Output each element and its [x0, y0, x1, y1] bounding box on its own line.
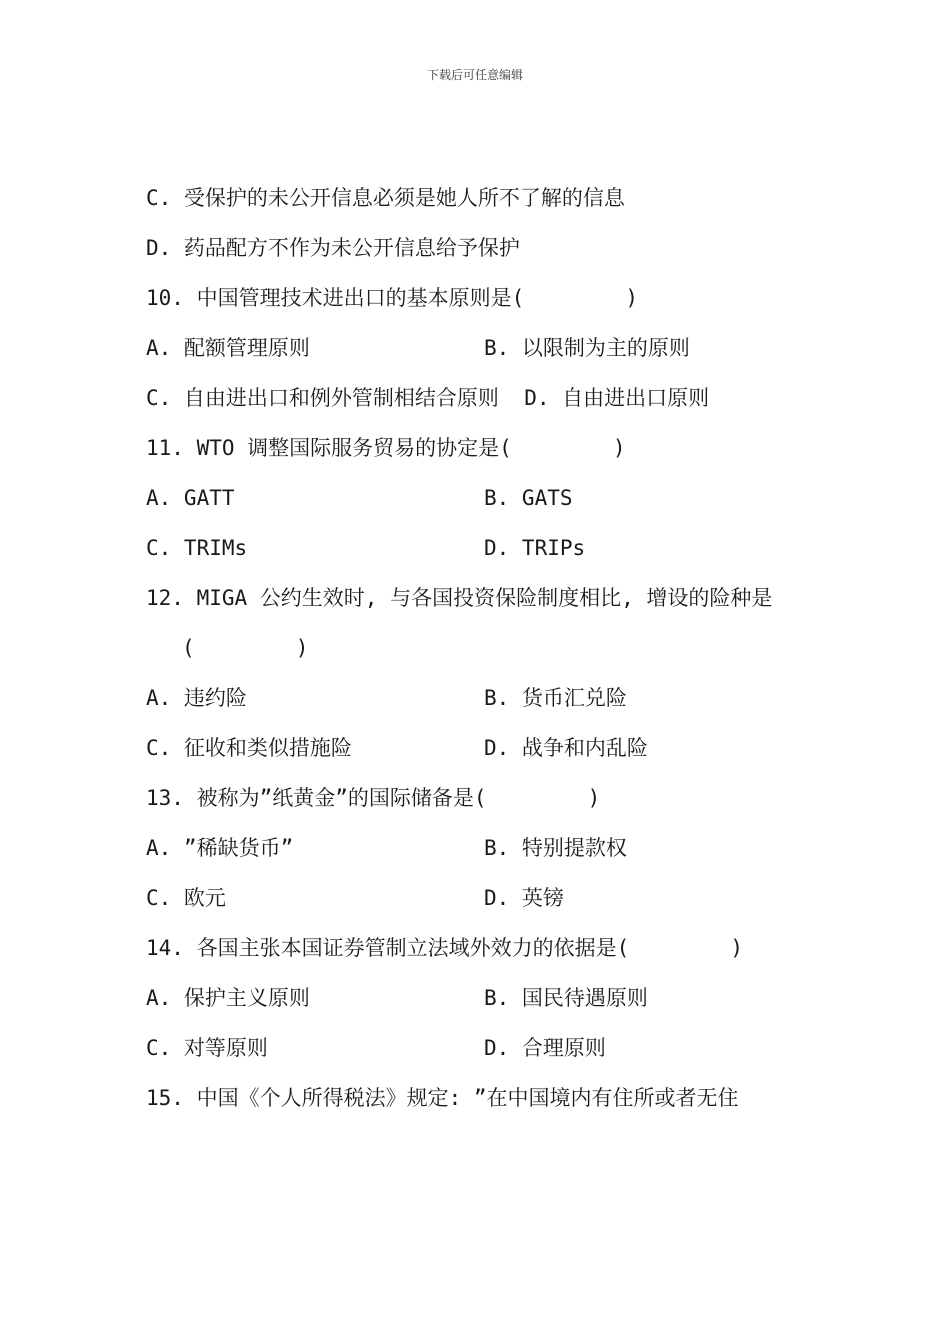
- page-header: 下载后可任意编辑: [426, 68, 523, 82]
- text-line: A. 保护主义原则: [146, 986, 310, 1010]
- option-right: D. 合理原则: [484, 1036, 606, 1060]
- text-line: C. 欧元: [146, 886, 226, 910]
- text-line: C. 受保护的未公开信息必须是她人所不了解的信息: [146, 186, 625, 210]
- text-line: A. 违约险: [146, 686, 247, 710]
- text-line: 10. 中国管理技术进出口的基本原则是( ): [146, 286, 639, 310]
- option-right: D. TRIPs: [484, 536, 586, 560]
- text-line: 15. 中国《个人所得税法》规定: ”在中国境内有住所或者无住: [146, 1086, 739, 1110]
- option-right: B. 以限制为主的原则: [484, 336, 690, 360]
- text-line: C. 征收和类似措施险: [146, 736, 352, 760]
- option-right: B. 国民待遇原则: [484, 986, 648, 1010]
- text-line: C. TRIMs: [146, 536, 248, 560]
- text-line: D. 药品配方不作为未公开信息给予保护: [146, 236, 520, 260]
- option-right: D. 战争和内乱险: [484, 736, 648, 760]
- option-right: D. 英镑: [484, 886, 564, 910]
- text-line: ( ): [182, 636, 309, 660]
- text-line: C. 自由进出口和例外管制相结合原则 D. 自由进出口原则: [146, 386, 710, 410]
- text-line: 14. 各国主张本国证券管制立法域外效力的依据是( ): [146, 936, 744, 960]
- text-line: 12. MIGA 公约生效时, 与各国投资保险制度相比, 增设的险种是: [146, 586, 773, 610]
- option-right: B. 特别提款权: [484, 836, 627, 860]
- text-line: A. GATT: [146, 486, 235, 510]
- option-right: B. 货币汇兑险: [484, 686, 627, 710]
- option-right: B. GATS: [484, 486, 573, 510]
- text-line: A. ”稀缺货币”: [146, 836, 294, 860]
- text-line: 13. 被称为”纸黄金”的国际储备是( ): [146, 786, 601, 810]
- text-line: C. 对等原则: [146, 1036, 268, 1060]
- text-line: A. 配额管理原则: [146, 336, 310, 360]
- text-line: 11. WTO 调整国际服务贸易的协定是( ): [146, 436, 626, 460]
